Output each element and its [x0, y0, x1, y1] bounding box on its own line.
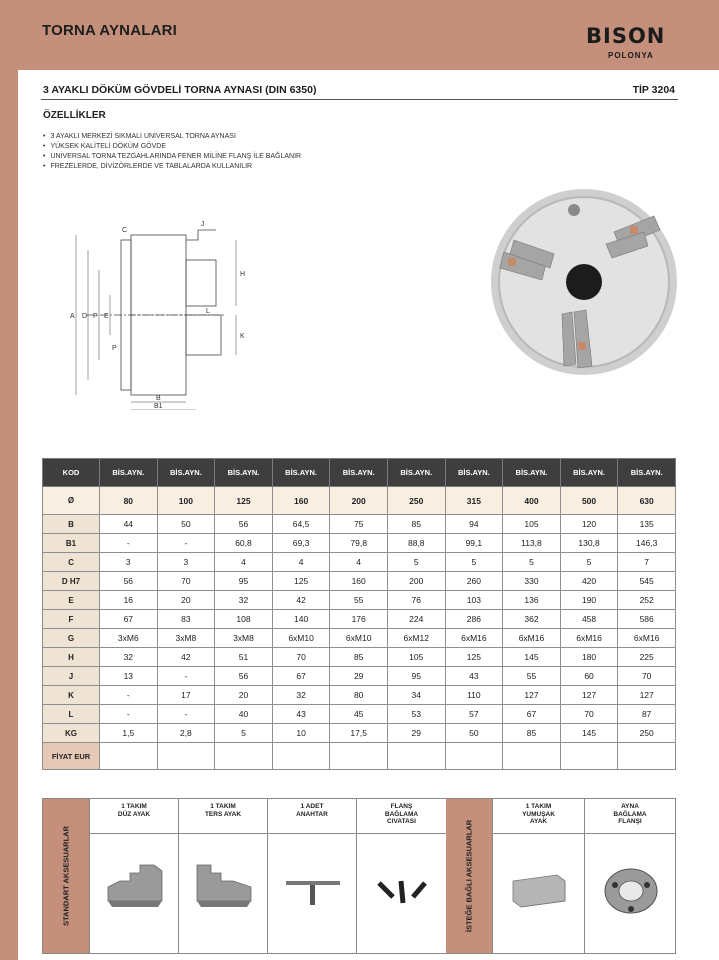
optional-accessories-header [446, 799, 492, 953]
table-cell: 79,8 [330, 534, 388, 553]
row-label: G [43, 629, 100, 648]
table-cell: 56 [100, 572, 158, 591]
table-cell: 3 [157, 553, 215, 572]
table-cell: 50 [445, 724, 503, 743]
table-cell: 56 [215, 515, 273, 534]
table-cell: 29 [330, 667, 388, 686]
table-row [43, 487, 676, 515]
accessory-label: 1 ADET ANAHTAR [296, 803, 328, 818]
table-cell: 5 [445, 553, 503, 572]
table-cell: 330 [503, 572, 561, 591]
table-cell: 108 [215, 610, 273, 629]
row-label: B [43, 515, 100, 534]
table-cell: - [157, 667, 215, 686]
table-cell: 105 [503, 515, 561, 534]
table-cell: 60 [560, 667, 618, 686]
table-cell: 160 [272, 487, 330, 515]
drawing-label-b: B [156, 395, 161, 402]
standard-accessories-header [43, 799, 89, 953]
table-cell: 32 [272, 686, 330, 705]
table-cell: 85 [503, 724, 561, 743]
table-cell: 135 [618, 515, 676, 534]
straight-jaw-icon [96, 841, 173, 931]
accessory-chuck-key [267, 799, 356, 953]
accessory-straight-jaw [89, 799, 178, 953]
table-cell: 76 [387, 591, 445, 610]
table-cell: 50 [157, 515, 215, 534]
table-cell: 42 [157, 648, 215, 667]
drawing-label-c: C [122, 227, 128, 234]
table-cell: 3 [100, 553, 158, 572]
table-cell: 64,5 [272, 515, 330, 534]
table-cell: 70 [618, 667, 676, 686]
table-cell: 3xM8 [157, 629, 215, 648]
table-row [43, 553, 676, 572]
row-label: Ø [43, 487, 100, 515]
row-label: H [43, 648, 100, 667]
col-header: KOD [43, 459, 100, 487]
technical-drawing [56, 210, 256, 410]
table-cell: 80 [330, 686, 388, 705]
accessory-label: 1 TAKIM DÜZ AYAK [117, 803, 151, 818]
table-row [43, 629, 676, 648]
table-cell: 43 [272, 705, 330, 724]
feature-item: • FREZELERDE, DİVİZÖRLERDE VE TABLALARDA KULLANILIR [43, 162, 301, 172]
col-header: BİS.AYN. [157, 459, 215, 487]
title-divider [41, 99, 678, 100]
table-cell: 75 [330, 515, 388, 534]
table-row [43, 724, 676, 743]
table-cell: 94 [445, 515, 503, 534]
table-cell: 4 [215, 553, 273, 572]
table-cell: 545 [618, 572, 676, 591]
table-cell: 51 [215, 648, 273, 667]
table-row [43, 534, 676, 553]
drawing-label-k: K [240, 333, 245, 340]
accessory-mounting-flange [584, 799, 675, 953]
table-cell: 10 [272, 724, 330, 743]
table-cell: 180 [560, 648, 618, 667]
col-header: BİS.AYN. [503, 459, 561, 487]
table-cell: 225 [618, 648, 676, 667]
table-cell: 32 [100, 648, 158, 667]
table-cell: 6xM10 [272, 629, 330, 648]
logo-brand: BISON [586, 24, 666, 48]
table-cell: 160 [330, 572, 388, 591]
table-cell: - [100, 534, 158, 553]
table-cell: 44 [100, 515, 158, 534]
table-cell: 55 [503, 667, 561, 686]
drawing-label-f: F [93, 313, 98, 320]
table-cell: 13 [100, 667, 158, 686]
row-label: K [43, 686, 100, 705]
drawing-label-d: D [82, 313, 88, 320]
table-cell: 67 [503, 705, 561, 724]
table-cell: - [157, 705, 215, 724]
table-cell [215, 743, 273, 770]
table-cell: 127 [618, 686, 676, 705]
table-cell: 3xM8 [215, 629, 273, 648]
table-cell: 136 [503, 591, 561, 610]
soft-jaw-icon [499, 841, 579, 931]
table-cell: 67 [272, 667, 330, 686]
table-cell: 56 [215, 667, 273, 686]
table-cell: 53 [387, 705, 445, 724]
table-row [43, 572, 676, 591]
table-cell: 113,8 [503, 534, 561, 553]
table-row [43, 610, 676, 629]
row-label: L [43, 705, 100, 724]
table-cell: 250 [618, 724, 676, 743]
table-cell: 20 [157, 591, 215, 610]
table-cell: 4 [330, 553, 388, 572]
feature-item: • UNİVERSAL TORNA TEZGAHLARINDA FENER MİLİNE FLANŞ İLE BAĞLANIR [43, 152, 301, 162]
table-body [43, 487, 676, 770]
table-cell [560, 743, 618, 770]
table-row [43, 591, 676, 610]
logo-sub: POLONYA [608, 51, 654, 60]
optional-accessories-label: İSTEĞE BAĞLI AKSESUARLAR [464, 819, 474, 933]
row-label: KG [43, 724, 100, 743]
table-row [43, 705, 676, 724]
row-label: C [43, 553, 100, 572]
bison-logo [586, 24, 682, 64]
page-title: TORNA AYNALARI [42, 22, 178, 39]
row-label: FİYAT EUR [43, 743, 100, 770]
table-cell: 362 [503, 610, 561, 629]
table-cell: 458 [560, 610, 618, 629]
table-cell: 6xM16 [618, 629, 676, 648]
table-cell [272, 743, 330, 770]
table-cell: 420 [560, 572, 618, 591]
table-cell: 200 [330, 487, 388, 515]
drawing-label-a: A [70, 313, 75, 320]
table-cell: 29 [387, 724, 445, 743]
table-cell: 100 [157, 487, 215, 515]
row-label: F [43, 610, 100, 629]
table-cell: 70 [157, 572, 215, 591]
specification-table [42, 458, 676, 770]
table-cell: 6xM16 [503, 629, 561, 648]
table-cell: 146,3 [618, 534, 676, 553]
table-cell: 80 [100, 487, 158, 515]
row-label: J [43, 667, 100, 686]
features-title: ÖZELLİKLER [43, 110, 106, 121]
table-cell: 6xM10 [330, 629, 388, 648]
table-cell: 200 [387, 572, 445, 591]
col-header: BİS.AYN. [215, 459, 273, 487]
table-cell: 1,5 [100, 724, 158, 743]
table-cell: 40 [215, 705, 273, 724]
table-cell: 45 [330, 705, 388, 724]
table-cell: 400 [503, 487, 561, 515]
table-cell: 176 [330, 610, 388, 629]
chuck-key-icon [274, 841, 351, 931]
drawing-label-l: L [206, 308, 210, 315]
drawing-label-j: J [201, 221, 205, 228]
table-cell: 5 [387, 553, 445, 572]
table-cell: 88,8 [387, 534, 445, 553]
table-cell: - [100, 686, 158, 705]
col-header: BİS.AYN. [618, 459, 676, 487]
feature-item: • 3 AYAKLI MERKEZİ SIKMALI UNİVERSAL TORNA AYNASI [43, 132, 301, 142]
table-row [43, 743, 676, 770]
table-cell: 16 [100, 591, 158, 610]
table-row [43, 686, 676, 705]
table-cell: 500 [560, 487, 618, 515]
table-cell: 120 [560, 515, 618, 534]
row-label: E [43, 591, 100, 610]
table-cell: 57 [445, 705, 503, 724]
table-cell: 127 [503, 686, 561, 705]
table-cell: 5 [560, 553, 618, 572]
flange-bolts-icon [363, 841, 440, 931]
row-label: B1 [43, 534, 100, 553]
table-cell: 250 [387, 487, 445, 515]
table-cell: 252 [618, 591, 676, 610]
mounting-flange-icon [591, 841, 671, 931]
features-list [43, 132, 301, 172]
table-cell: 125 [272, 572, 330, 591]
col-header: BİS.AYN. [560, 459, 618, 487]
table-cell: 140 [272, 610, 330, 629]
col-header: BİS.AYN. [330, 459, 388, 487]
table-cell [157, 743, 215, 770]
table-cell: 125 [445, 648, 503, 667]
accessory-label: FLANŞ BAĞLAMA CIVATASI [384, 803, 419, 825]
drawing-label-b1: B1 [154, 403, 163, 410]
table-cell: 85 [387, 515, 445, 534]
accessory-label: AYNA BAĞLAMA FLANŞI [613, 803, 647, 825]
table-cell: 43 [445, 667, 503, 686]
table-cell: 190 [560, 591, 618, 610]
table-cell: 87 [618, 705, 676, 724]
row-label: D H7 [43, 572, 100, 591]
table-cell: 55 [330, 591, 388, 610]
table-cell: 60,8 [215, 534, 273, 553]
product-type-code: TİP 3204 [632, 84, 675, 96]
drawing-label-p: P [112, 345, 117, 352]
catalog-page [18, 70, 719, 960]
table-cell: 6xM16 [560, 629, 618, 648]
standard-accessories-label: STANDART AKSESUARLAR [61, 826, 71, 926]
table-cell: 5 [215, 724, 273, 743]
table-cell: 17,5 [330, 724, 388, 743]
table-cell: 69,3 [272, 534, 330, 553]
table-cell: 4 [272, 553, 330, 572]
accessory-flange-bolts [356, 799, 446, 953]
table-cell: 145 [560, 724, 618, 743]
col-header: BİS.AYN. [100, 459, 158, 487]
table-cell: 17 [157, 686, 215, 705]
table-cell [445, 743, 503, 770]
col-header: BİS.AYN. [272, 459, 330, 487]
col-header: BİS.AYN. [387, 459, 445, 487]
table-cell: 85 [330, 648, 388, 667]
table-cell [503, 743, 561, 770]
col-header: BİS.AYN. [445, 459, 503, 487]
table-row [43, 667, 676, 686]
table-cell: - [100, 705, 158, 724]
table-cell: 110 [445, 686, 503, 705]
drawing-label-e: E [104, 313, 109, 320]
table-cell: 6xM12 [387, 629, 445, 648]
table-cell: - [157, 534, 215, 553]
table-cell: 2,8 [157, 724, 215, 743]
table-cell: 6xM16 [445, 629, 503, 648]
table-cell: 105 [387, 648, 445, 667]
table-cell: 125 [215, 487, 273, 515]
table-cell: 145 [503, 648, 561, 667]
table-cell: 20 [215, 686, 273, 705]
reverse-jaw-icon [185, 841, 262, 931]
table-cell: 42 [272, 591, 330, 610]
chuck-photo [474, 182, 689, 382]
table-cell: 586 [618, 610, 676, 629]
table-row [43, 648, 676, 667]
table-cell: 103 [445, 591, 503, 610]
table-cell: 83 [157, 610, 215, 629]
table-cell: 630 [618, 487, 676, 515]
table-cell: 3xM6 [100, 629, 158, 648]
table-cell: 70 [560, 705, 618, 724]
table-cell: 5 [503, 553, 561, 572]
accessory-label: 1 TAKIM YUMUŞAK AYAK [522, 803, 555, 825]
accessories-table [42, 798, 676, 954]
product-title: 3 AYAKLI DÖKÜM GÖVDELİ TORNA AYNASI (DIN 6350) [43, 84, 317, 96]
table-cell: 34 [387, 686, 445, 705]
table-cell: 286 [445, 610, 503, 629]
table-cell: 7 [618, 553, 676, 572]
accessory-reverse-jaw [178, 799, 267, 953]
table-header-row [43, 459, 676, 487]
table-cell: 127 [560, 686, 618, 705]
accessory-soft-jaw [492, 799, 584, 953]
table-cell [330, 743, 388, 770]
table-cell [387, 743, 445, 770]
table-cell: 32 [215, 591, 273, 610]
table-cell: 130,8 [560, 534, 618, 553]
table-cell: 315 [445, 487, 503, 515]
table-cell: 224 [387, 610, 445, 629]
table-cell: 99,1 [445, 534, 503, 553]
page-header [0, 0, 719, 70]
table-row [43, 515, 676, 534]
feature-item: • YÜKSEK KALİTELİ DÖKÜM GÖVDE [43, 142, 301, 152]
table-cell: 70 [272, 648, 330, 667]
drawing-label-h: H [240, 271, 246, 278]
table-cell [618, 743, 676, 770]
table-cell: 67 [100, 610, 158, 629]
table-cell: 95 [387, 667, 445, 686]
accessory-label: 1 TAKIM TERS AYAK [204, 803, 242, 818]
table-cell: 95 [215, 572, 273, 591]
table-cell: 260 [445, 572, 503, 591]
table-cell [100, 743, 158, 770]
